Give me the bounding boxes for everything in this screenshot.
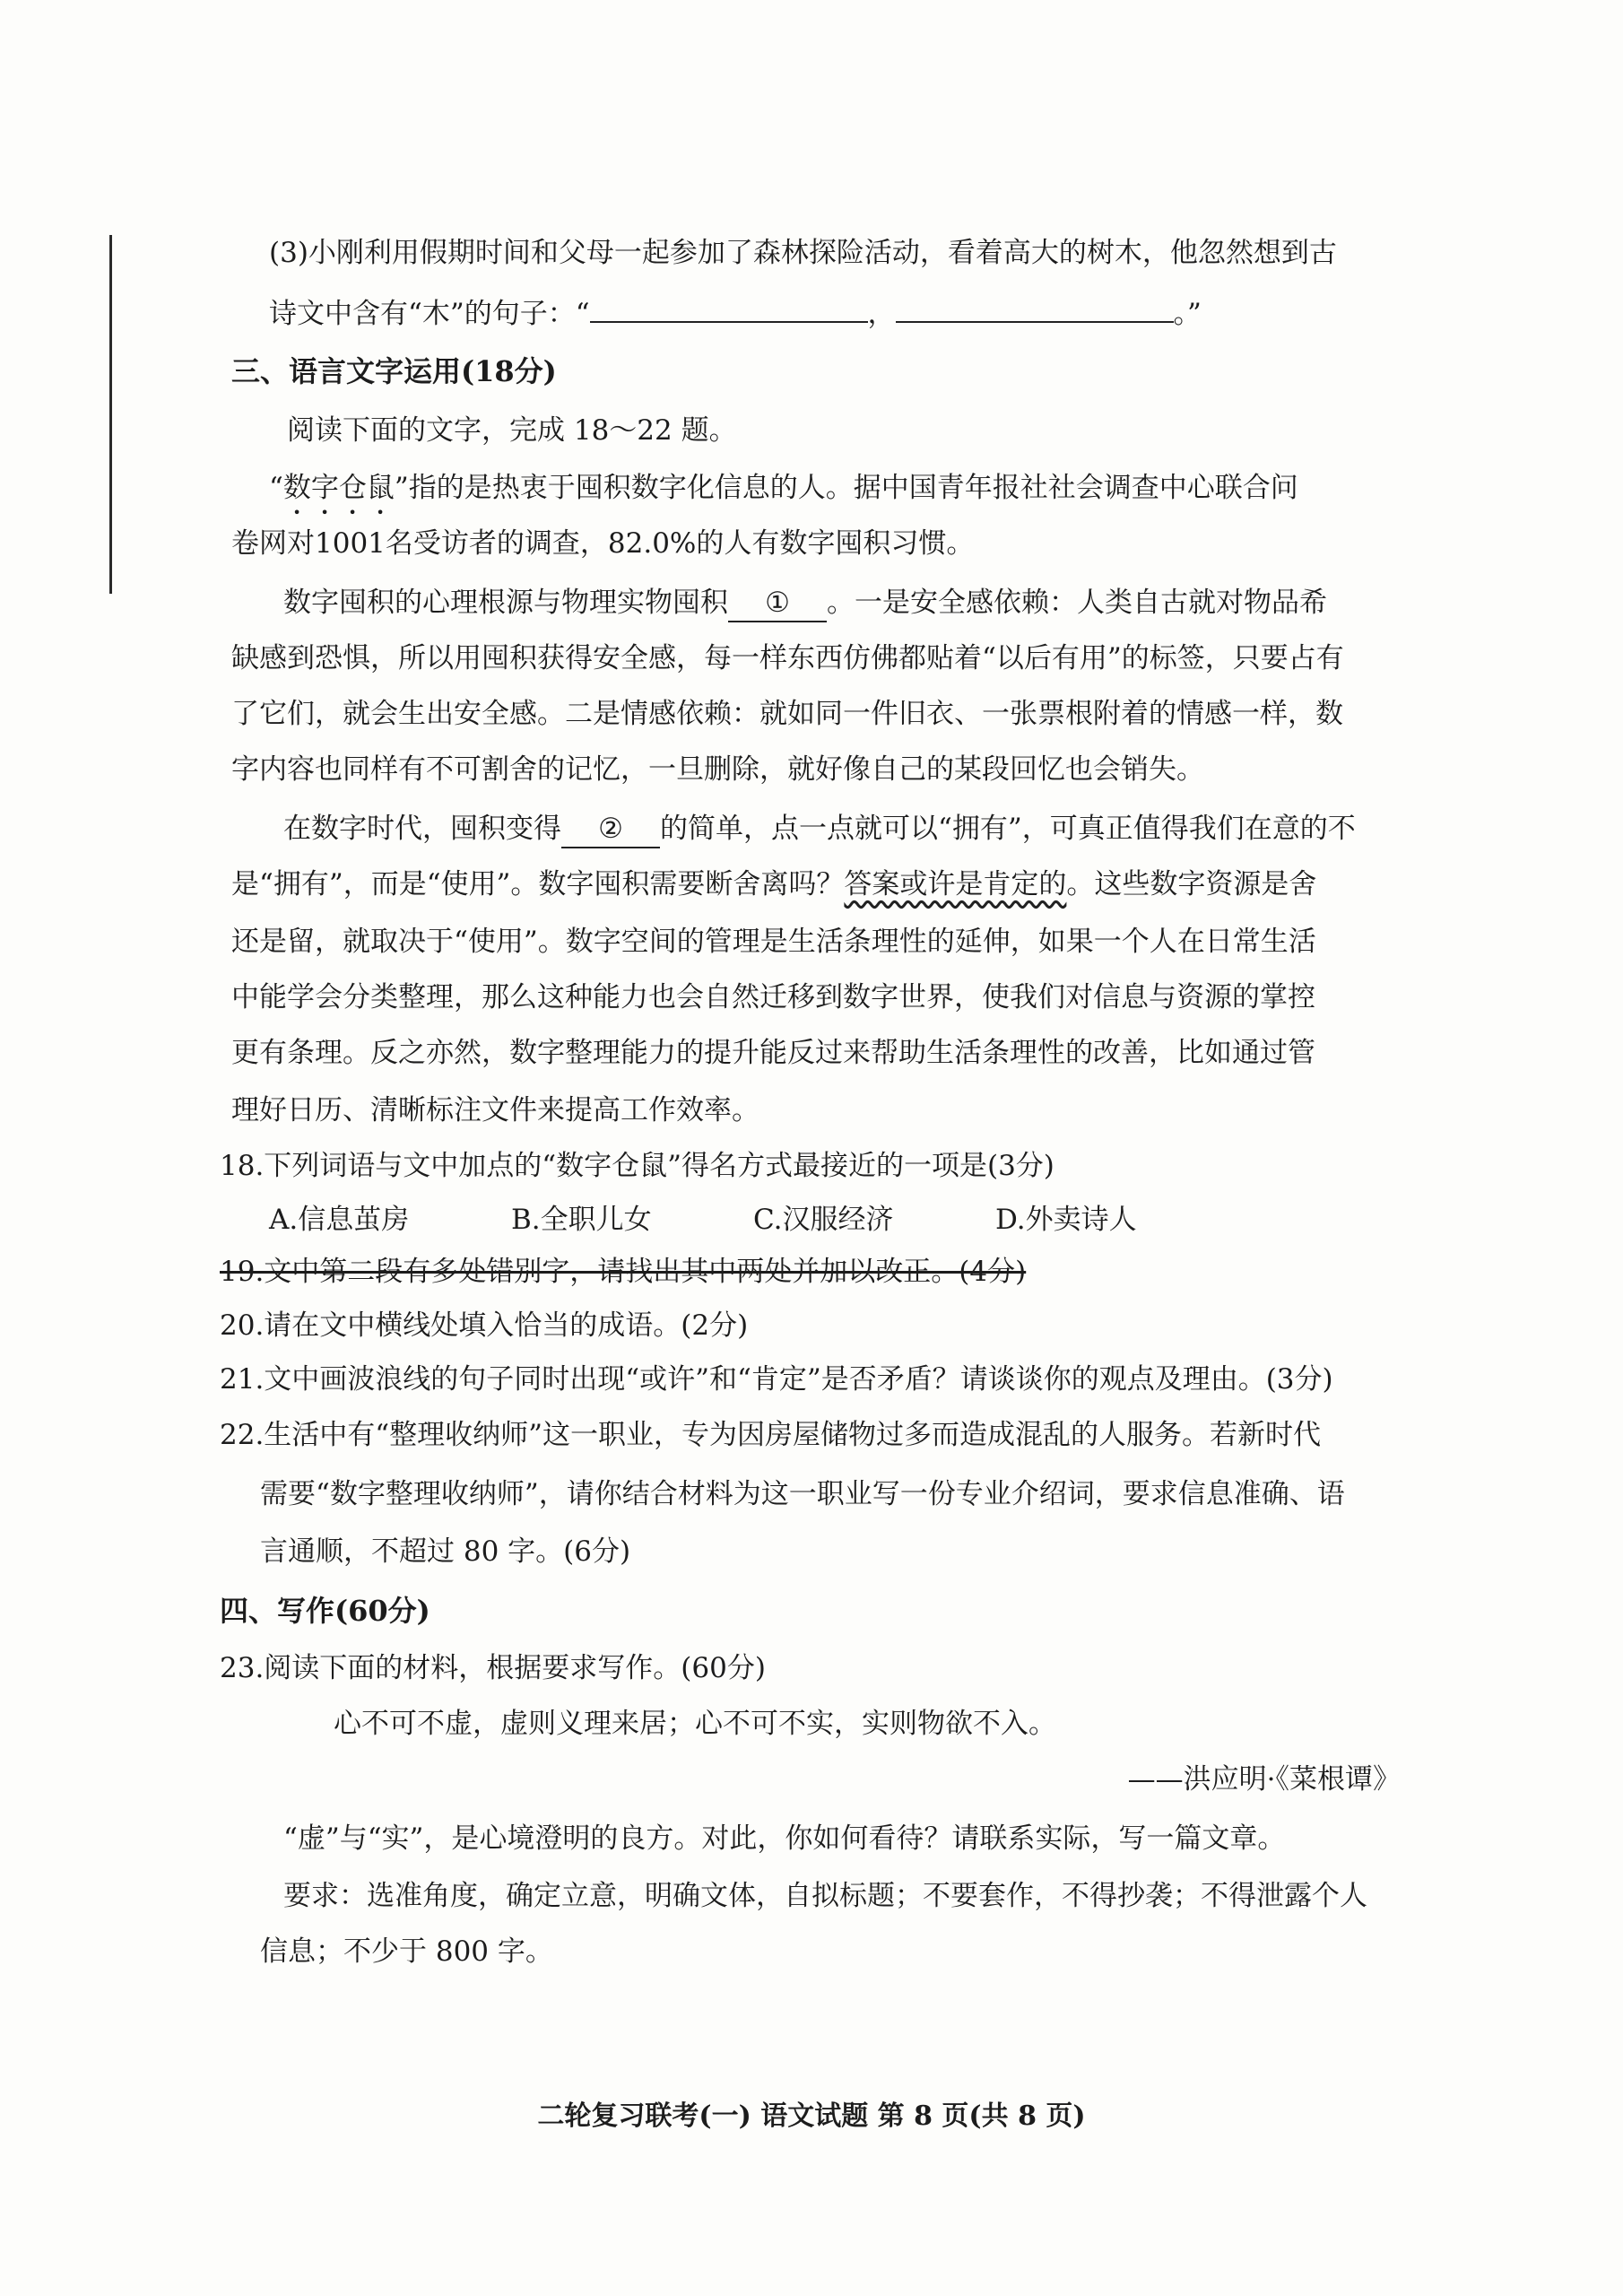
- material-quote: 心不可不虚，虚则义理来居；心不可不实，实则物欲不入。: [334, 1708, 1056, 1740]
- question-22-line2: 需要“数字整理收纳师”，请你结合材料为这一职业写一份专业介绍词，要求信息准确、语: [260, 1478, 1345, 1510]
- passage-p2-line3: 了它们，就会生出安全感。二是情感依赖：就如同一件旧衣、一张票根附着的情感一样，数: [231, 698, 1343, 730]
- question-22-line3: 言通顺，不超过 80 字。(6分): [260, 1535, 631, 1568]
- question-20: 20.请在文中横线处填入恰当的成语。(2分): [220, 1309, 749, 1342]
- page-footer: 二轮复习联考(一) 语文试题 第 8 页(共 8 页): [537, 2100, 1086, 2132]
- option-a[interactable]: A.信息茧房: [269, 1204, 410, 1236]
- passage-p3-line3: 还是留，就取决于“使用”。数字空间的管理是生活条理性的延伸，如果一个人在日常生活: [231, 926, 1316, 958]
- wavy-underlined-sentence: 答案或许是肯定的: [844, 868, 1067, 900]
- option-d[interactable]: D.外卖诗人: [995, 1204, 1137, 1236]
- passage-p3-line6: 理好日历、清晰标注文件来提高工作效率。: [231, 1094, 759, 1126]
- passage-p2-line1: 数字囤积的心理根源与物理实物囤积 ① 。一是安全感依赖：人类自古就对物品希: [283, 585, 1327, 622]
- question-23: 23.阅读下面的材料，根据要求写作。(60分): [220, 1652, 766, 1684]
- writing-prompt: “虚”与“实”，是心境澄明的良方。对此，你如何看待？请联系实际，写一篇文章。: [283, 1822, 1286, 1855]
- question-18: 18.下列词语与文中加点的“数字仓鼠”得名方式最接近的一项是(3分): [220, 1150, 1055, 1182]
- margin-rule: [109, 235, 112, 594]
- fill-blank-1[interactable]: ①: [728, 585, 827, 622]
- passage-p1-line2: 卷网对1001名受访者的调查，82.0%的人有数字囤积习惯。: [231, 527, 975, 560]
- passage-p3-line5: 更有条理。反之亦然，数字整理能力的提升能反过来帮助生活条理性的改善，比如通过管: [231, 1037, 1315, 1069]
- option-c[interactable]: C.汉服经济: [753, 1204, 894, 1236]
- passage-p3-line4: 中能学会分类整理，那么这种能力也会自然迁移到数字世界，使我们对信息与资源的掌控: [231, 981, 1315, 1013]
- q17-3-line2: 诗文中含有“木”的句子：“ ， 。”: [269, 294, 1202, 332]
- question-19: 19.文中第二段有多处错别字，请找出其中两处并加以改正。(4分): [220, 1256, 1027, 1288]
- q18-options: [269, 1202, 1237, 1238]
- question-21: 21.文中画波浪线的句子同时出现“或许”和“肯定”是否矛盾？请谈谈你的观点及理由。(3分): [220, 1363, 1333, 1396]
- q17-3-line1: (3)小刚利用假期时间和父母一起参加了森林探险活动，看着高大的树木，他忽然想到古: [269, 237, 1337, 269]
- dotted-term: “数字仓鼠”: [269, 472, 409, 504]
- option-b[interactable]: B.全职儿女: [511, 1204, 652, 1236]
- quote-source: ——洪应明·《菜根谭》: [1127, 1763, 1401, 1796]
- answer-blank-1[interactable]: [590, 294, 868, 323]
- passage-p3-line2: 是“拥有”，而是“使用”。数字囤积需要断舍离吗？答案或许是肯定的。这些数字资源是舍: [231, 868, 1317, 900]
- fill-blank-2[interactable]: ②: [561, 811, 660, 848]
- passage-p2-line4: 字内容也同样有不可割舍的记忆，一旦删除，就好像自己的某段回忆也会销失。: [231, 753, 1204, 786]
- question-22-line1: 22.生活中有“整理收纳师”这一职业，专为因房屋储物过多而造成混乱的人服务。若新时代: [220, 1419, 1321, 1451]
- section3-instruction: 阅读下面的文字，完成 18～22 题。: [287, 414, 737, 447]
- section3-heading: 三、语言文字运用(18分): [231, 354, 557, 388]
- writing-requirements-line1: 要求：选准角度，确定立意，明确文体，自拟标题；不要套作，不得抄袭；不得泄露个人: [283, 1880, 1367, 1912]
- answer-blank-2[interactable]: [896, 294, 1174, 323]
- passage-p1-line1: “数字仓鼠”指的是热衷于囤积数字化信息的人。据中国青年报社社会调查中心联合问: [269, 472, 1298, 504]
- writing-requirements-line2: 信息；不少于 800 字。: [260, 1935, 553, 1968]
- passage-p2-line2: 缺感到恐惧，所以用囤积获得安全感，每一样东西仿佛都贴着“以后有用”的标签，只要占有: [231, 642, 1344, 674]
- section4-heading: 四、写作(60分): [220, 1594, 430, 1628]
- passage-p3-line1: 在数字时代，囤积变得 ② 的简单，点一点就可以“拥有”，可真正值得我们在意的不: [283, 811, 1356, 848]
